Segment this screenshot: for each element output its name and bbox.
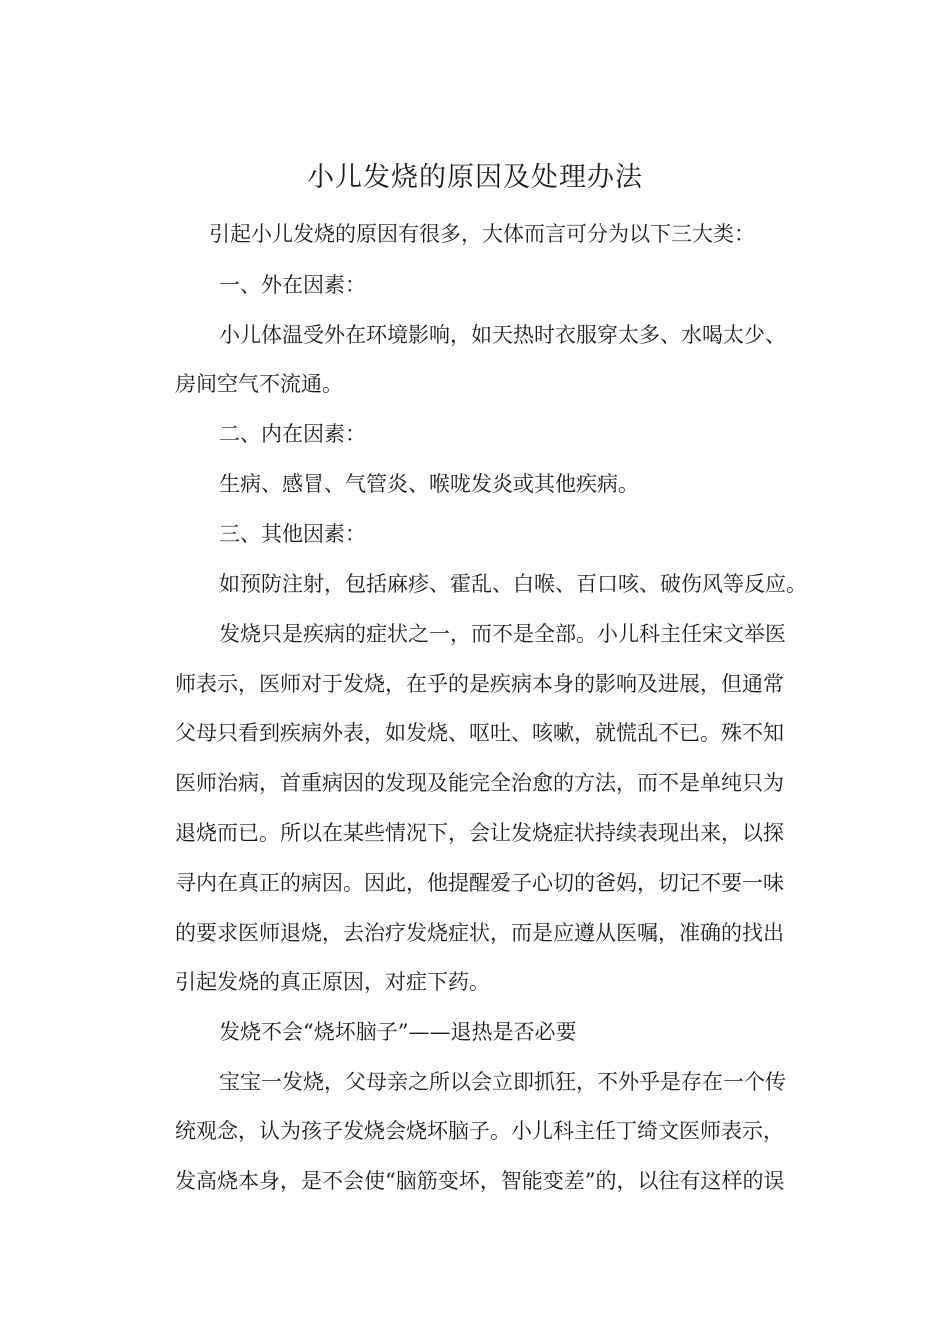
paragraph-symptom-line-4 [175,768,798,798]
line-text: 发高烧本身，是不会使“脑筋变坏，智能变差”的，以往有这样的误 [175,1169,785,1193]
paragraph-symptom-line-2 [175,669,798,699]
paragraph-brain-line-2 [175,1116,798,1146]
section-heading-external: 一、外在因素： [219,273,366,297]
paragraph-brain-line-3 [175,1166,798,1196]
line-text: 医师治病，首重病因的发现及能完全治愈的方法，而不是单纯只为 [175,771,784,795]
section-heading-brain: 发烧不会“烧坏脑子”——退热是否必要 [219,1020,577,1044]
line-text: 父母只看到疾病外表，如发烧、呕吐、咳嗽，就慌乱不已。殊不知 [175,721,784,745]
line-text: 师表示，医师对于发烧，在乎的是疾病本身的影响及进展，但通常 [175,672,784,696]
paragraph-symptom-line-8: 引起发烧的真正原因，对症下药。 [175,970,490,994]
paragraph-external-line-2: 房间空气不流通。 [175,372,343,396]
paragraph-intro: 引起小儿发烧的原因有很多，大体而言可分为以下三大类： [209,222,755,246]
paragraph-symptom-line-1: 发烧只是疾病的症状之一，而不是全部。小儿科主任宋文举医 [219,622,786,646]
paragraph-symptom-line-6 [175,868,798,898]
paragraph-brain-line-1: 宝宝一发烧，父母亲之所以会立即抓狂，不外乎是存在一个传 [219,1070,786,1094]
line-text: 的要求医师退烧，去治疗发烧症状，而是应遵从医嘱，准确的找出 [175,921,784,945]
paragraph-internal: 生病、感冒、气管炎、喉咙发炎或其他疾病。 [219,472,639,496]
paragraph-symptom-line-5 [175,818,798,848]
line-text: 退烧而已。所以在某些情况下，会让发烧症状持续表现出来，以探 [175,821,784,845]
section-heading-other: 三、其他因素： [219,522,366,546]
section-heading-internal: 二、内在因素： [219,422,366,446]
document-title: 小儿发烧的原因及处理办法 [307,162,643,193]
paragraph-other: 如预防注射，包括麻疹、霍乱、白喉、百口咳、破伤风等反应。 [219,572,807,596]
paragraph-symptom-line-7 [175,918,798,948]
paragraph-external-line-1: 小儿体温受外在环境影响，如天热时衣服穿太多、水喝太少、 [219,323,786,347]
paragraph-symptom-line-3 [175,718,798,748]
line-text: 寻内在真正的病因。因此，他提醒爱子心切的爸妈，切记不要一味 [175,871,784,895]
line-text: 统观念，认为孩子发烧会烧坏脑子。小儿科主任丁绮文医师表示， [175,1119,784,1143]
